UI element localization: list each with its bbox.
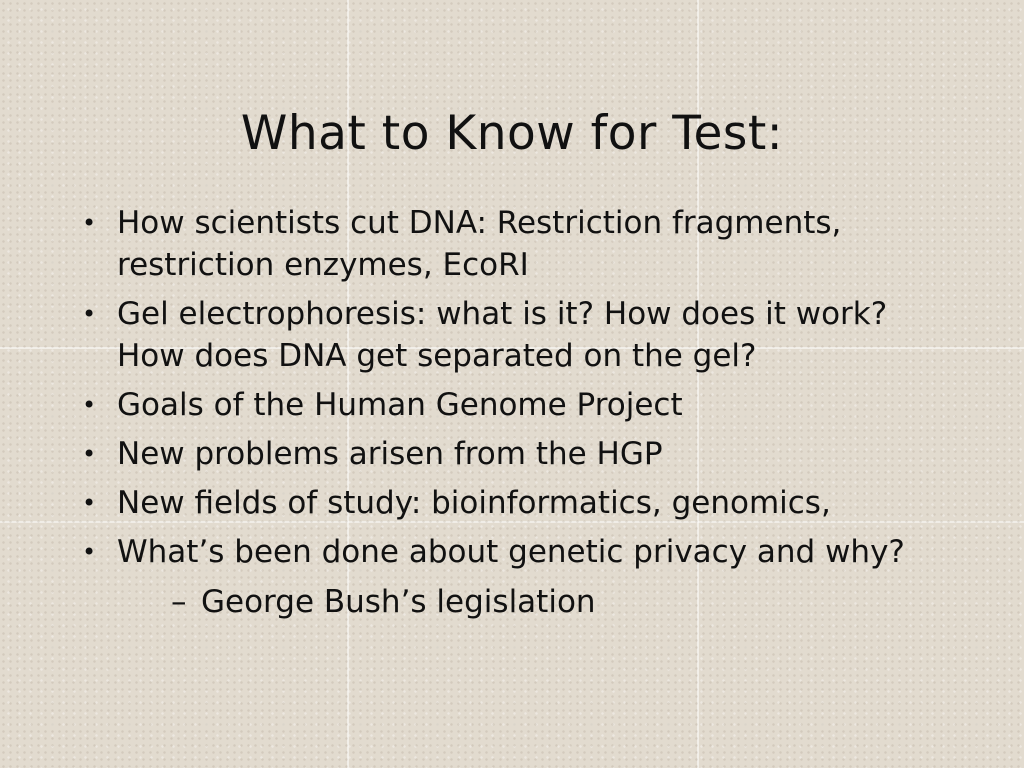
sub-bullet-item [117,581,958,623]
bullet-text: What’s been done about genetic privacy and why? [117,534,905,570]
bullet-marker: • [82,489,97,517]
bullet-item [78,202,958,286]
bullet-item [78,482,958,524]
bullet-item [78,531,958,623]
bullet-text: New fields of study: bioinformatics, genomics, [117,485,831,521]
bullet-marker: • [82,209,97,237]
slide-title: What to Know for Test: [240,106,784,161]
sub-bullet-text: George Bush’s legislation [201,584,596,620]
bullet-marker: • [82,440,97,468]
bullet-marker: • [82,538,97,566]
sub-bullet-marker: – [171,584,187,620]
bullet-text: Gel electrophoresis: what is it? How does it work? How does DNA get separated on the gel? [117,296,888,374]
bullet-item [78,293,958,377]
bullet-text: Goals of the Human Genome Project [117,387,683,423]
bullet-item [78,384,958,426]
bullet-list [78,202,958,630]
bullet-marker: • [82,300,97,328]
bullet-text: How scientists cut DNA: Restriction fragments, restriction enzymes, EcoRI [117,205,842,283]
bullet-marker: • [82,391,97,419]
bullet-text: New problems arisen from the HGP [117,436,663,472]
bullet-item [78,433,958,475]
